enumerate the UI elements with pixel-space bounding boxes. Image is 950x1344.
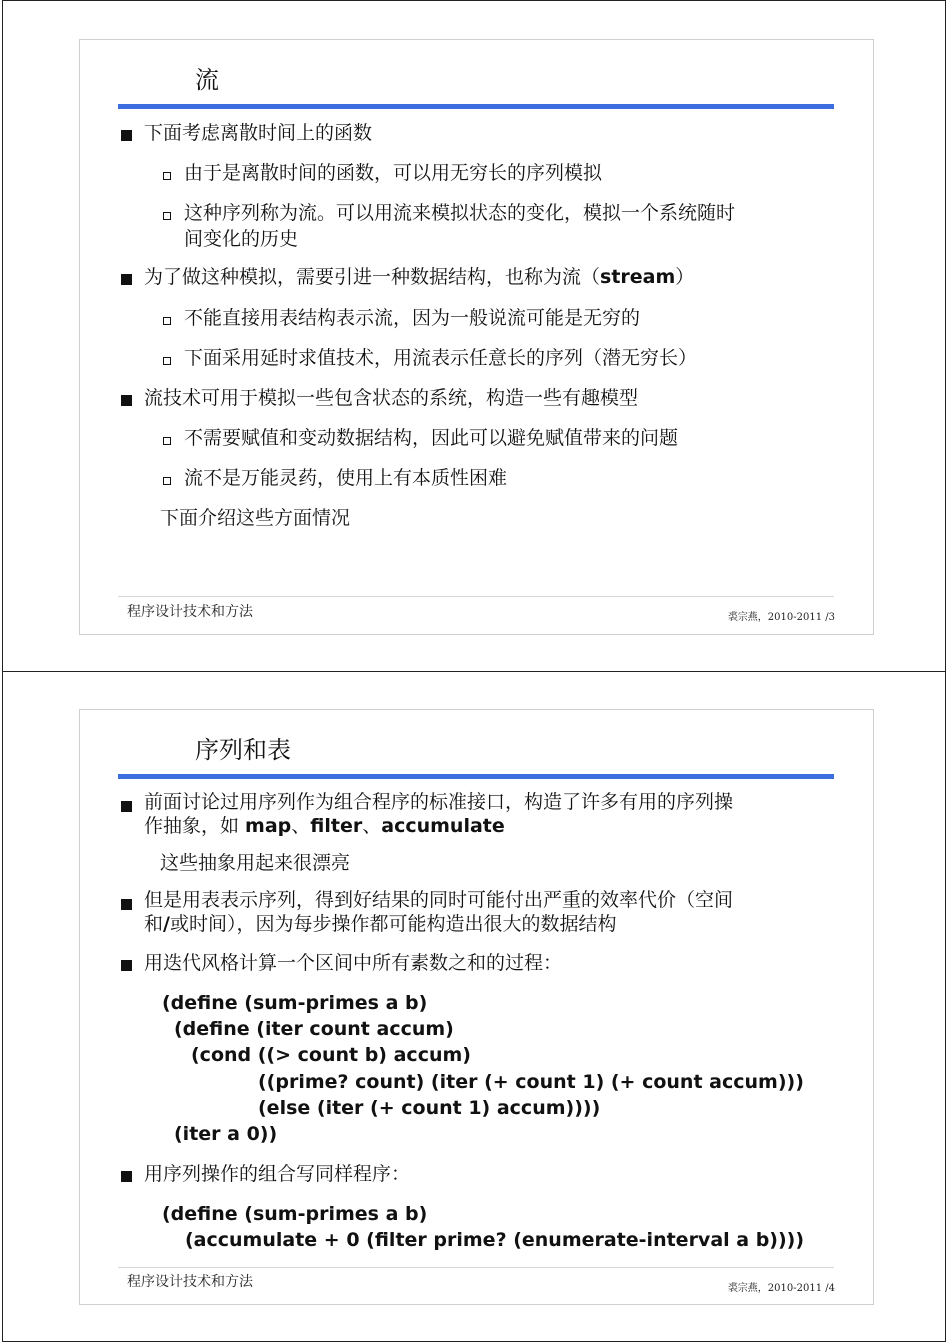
bullet-text-continued bbox=[144, 911, 616, 937]
code-line: (iter a 0)) bbox=[174, 1123, 278, 1145]
keyword-map: map bbox=[245, 815, 292, 837]
bullet-text: 用迭代风格计算一个区间中所有素数之和的过程： bbox=[144, 952, 563, 974]
sub-bullet-text: 由于是离散时间的函数，可以用无穷长的序列模拟 bbox=[184, 162, 603, 184]
bullet-text: 用序列操作的组合写同样程序： bbox=[144, 1163, 411, 1185]
sub-bullet-text: 流不是万能灵药，使用上有本质性困难 bbox=[184, 467, 508, 489]
footer-divider bbox=[118, 1267, 834, 1268]
footer-author-page: 裘宗燕，2010-2011 /3 bbox=[727, 612, 835, 623]
keyword-filter: filter bbox=[310, 815, 363, 837]
text-run: 和 bbox=[144, 913, 164, 935]
text-run: 作抽象，如 bbox=[144, 815, 246, 837]
slide-title: 序列和表 bbox=[195, 736, 291, 764]
footer-course-title: 程序设计技术和方法 bbox=[127, 604, 253, 620]
square-bullet-icon bbox=[121, 395, 132, 406]
slide-3 bbox=[79, 39, 874, 635]
sub-bullet-text: 下面采用延时求值技术，用流表示任意长的序列（潜无穷长） bbox=[184, 347, 698, 369]
square-bullet-icon bbox=[121, 274, 132, 285]
sub-bullet-text: 这种序列称为流。可以用流来模拟状态的变化，模拟一个系统随时 bbox=[184, 202, 736, 224]
code-line: (define (iter count accum) bbox=[174, 1018, 454, 1040]
sub-bullet-text: 不需要赋值和变动数据结构，因此可以避免赋值带来的问题 bbox=[184, 427, 679, 449]
code-line: (define (sum-primes a b) bbox=[162, 992, 428, 1014]
code-line: ((prime? count) (iter (+ count 1) (+ count accum))) bbox=[258, 1071, 804, 1093]
hollow-square-bullet-icon bbox=[163, 477, 171, 485]
plain-text: 这些抽象用起来很漂亮 bbox=[160, 852, 351, 874]
hollow-square-bullet-icon bbox=[163, 357, 171, 365]
bullet-text bbox=[144, 264, 694, 290]
text-run: ） bbox=[675, 266, 695, 288]
bullet-text: 但是用表表示序列，得到好结果的同时可能付出严重的效率代价（空间 bbox=[144, 889, 734, 911]
bullet-text-continued bbox=[144, 813, 505, 839]
text-run: 、 bbox=[291, 815, 311, 837]
square-bullet-icon bbox=[121, 960, 132, 971]
code-line: (cond ((> count b) accum) bbox=[191, 1044, 471, 1066]
code-line: (define (sum-primes a b) bbox=[162, 1203, 428, 1225]
hollow-square-bullet-icon bbox=[163, 437, 171, 445]
code-line: (else (iter (+ count 1) accum)))) bbox=[258, 1097, 601, 1119]
title-underline-bar bbox=[118, 774, 834, 779]
page-2 bbox=[2, 672, 946, 1342]
slide-4 bbox=[79, 709, 874, 1305]
footer-author-page: 裘宗燕，2010-2011 /4 bbox=[727, 1283, 835, 1294]
bullet-text: 前面讨论过用序列作为组合程序的标准接口，构造了许多有用的序列操 bbox=[144, 791, 734, 813]
square-bullet-icon bbox=[121, 130, 132, 141]
bullet-text: 流技术可用于模拟一些包含状态的系统，构造一些有趣模型 bbox=[144, 387, 639, 409]
plain-text: 下面介绍这些方面情况 bbox=[160, 507, 351, 529]
square-bullet-icon bbox=[121, 899, 132, 910]
sub-bullet-text-continued: 间变化的历史 bbox=[184, 228, 299, 250]
keyword-stream: stream bbox=[600, 266, 676, 288]
hollow-square-bullet-icon bbox=[163, 172, 171, 180]
code-line: (accumulate + 0 (filter prime? (enumerate-interval a b)))) bbox=[185, 1229, 805, 1251]
hollow-square-bullet-icon bbox=[163, 212, 171, 220]
text-run: 为了做这种模拟，需要引进一种数据结构，也称为流（ bbox=[144, 266, 601, 288]
square-bullet-icon bbox=[121, 1171, 132, 1182]
text-run: 、 bbox=[362, 815, 382, 837]
slide-title: 流 bbox=[195, 66, 219, 94]
keyword-accumulate: accumulate bbox=[381, 815, 505, 837]
square-bullet-icon bbox=[121, 801, 132, 812]
sub-bullet-text: 不能直接用表结构表示流，因为一般说流可能是无穷的 bbox=[184, 307, 641, 329]
footer-divider bbox=[118, 596, 834, 597]
title-underline-bar bbox=[118, 104, 834, 109]
text-run: 或时间），因为每步操作都可能构造出很大的数据结构 bbox=[169, 913, 617, 935]
bullet-text: 下面考虑离散时间上的函数 bbox=[144, 122, 373, 144]
hollow-square-bullet-icon bbox=[163, 317, 171, 325]
page-1 bbox=[2, 0, 946, 672]
keyword-slash: / bbox=[163, 913, 170, 935]
footer-course-title: 程序设计技术和方法 bbox=[127, 1274, 253, 1290]
